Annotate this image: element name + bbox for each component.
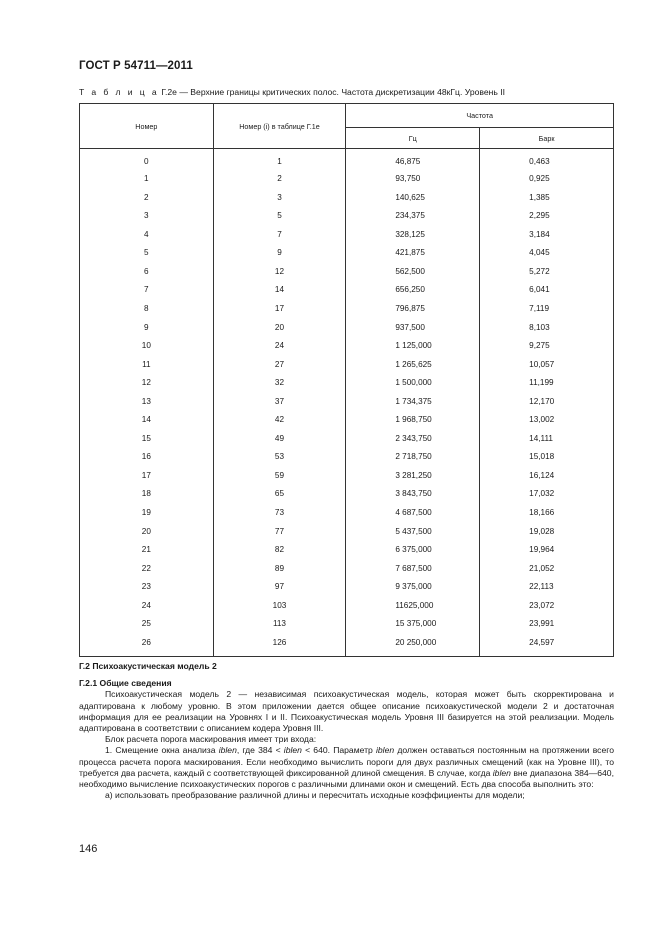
text-run: , где 384 < <box>236 745 284 756</box>
cell-bark: 10,057 <box>480 355 614 374</box>
cell-index-ref: 49 <box>213 430 346 449</box>
col-header-bark: Барк <box>480 128 614 149</box>
cell-index-ref: 27 <box>213 355 346 374</box>
cell-hz: 2 343,750 <box>346 430 480 449</box>
cell-index-ref: 126 <box>213 634 346 657</box>
cell-bark: 13,002 <box>480 411 614 430</box>
table-row <box>80 281 614 300</box>
table-body <box>80 149 614 657</box>
table-row <box>80 355 614 374</box>
cell-bark: 9,275 <box>480 337 614 356</box>
table-row <box>80 448 614 467</box>
cell-number: 0 <box>80 149 214 171</box>
variable-name: iblen <box>283 745 302 756</box>
cell-number: 8 <box>80 300 214 319</box>
cell-hz: 937,500 <box>346 318 480 337</box>
cell-number: 20 <box>80 522 214 541</box>
col-header-frequency: Частота <box>346 104 614 128</box>
cell-hz: 46,875 <box>346 149 480 171</box>
cell-index-ref: 53 <box>213 448 346 467</box>
cell-number: 3 <box>80 207 214 226</box>
cell-bark: 12,170 <box>480 393 614 412</box>
cell-number: 7 <box>80 281 214 300</box>
table-row <box>80 578 614 597</box>
cell-index-ref: 24 <box>213 337 346 356</box>
cell-bark: 14,111 <box>480 430 614 449</box>
cell-index-ref: 2 <box>213 170 346 189</box>
variable-name: iblen <box>375 745 395 756</box>
table-row <box>80 393 614 412</box>
cell-index-ref: 14 <box>213 281 346 300</box>
cell-hz: 1 500,000 <box>346 374 480 393</box>
cell-number: 6 <box>80 263 214 282</box>
cell-number: 11 <box>80 355 214 374</box>
cell-number: 18 <box>80 485 214 504</box>
text-run: < 640. Параметр <box>301 745 376 756</box>
cell-number: 21 <box>80 541 214 560</box>
table-row <box>80 634 614 657</box>
table-row <box>80 244 614 263</box>
cell-index-ref: 37 <box>213 393 346 412</box>
cell-hz: 2 718,750 <box>346 448 480 467</box>
cell-number: 5 <box>80 244 214 263</box>
table-row <box>80 485 614 504</box>
cell-bark: 23,072 <box>480 597 614 616</box>
cell-index-ref: 42 <box>213 411 346 430</box>
cell-bark: 15,018 <box>480 448 614 467</box>
cell-index-ref: 89 <box>213 559 346 578</box>
cell-index-ref: 32 <box>213 374 346 393</box>
cell-hz: 656,250 <box>346 281 480 300</box>
cell-bark: 2,295 <box>480 207 614 226</box>
table-row <box>80 226 614 245</box>
cell-bark: 17,032 <box>480 485 614 504</box>
cell-number: 13 <box>80 393 214 412</box>
cell-number: 26 <box>80 634 214 657</box>
cell-bark: 7,119 <box>480 300 614 319</box>
cell-bark: 11,199 <box>480 374 614 393</box>
cell-bark: 0,925 <box>480 170 614 189</box>
cell-bark: 21,052 <box>480 559 614 578</box>
cell-number: 24 <box>80 597 214 616</box>
cell-index-ref: 97 <box>213 578 346 597</box>
table-row <box>80 522 614 541</box>
critical-bands-table <box>79 103 614 657</box>
cell-hz: 234,375 <box>346 207 480 226</box>
cell-number: 16 <box>80 448 214 467</box>
table-row <box>80 207 614 226</box>
table-row <box>80 467 614 486</box>
section-body <box>79 661 614 801</box>
table-row <box>80 615 614 634</box>
cell-hz: 5 437,500 <box>346 522 480 541</box>
cell-index-ref: 7 <box>213 226 346 245</box>
cell-hz: 20 250,000 <box>346 634 480 657</box>
cell-bark: 1,385 <box>480 189 614 208</box>
variable-name: iblen <box>218 745 237 756</box>
table-row <box>80 263 614 282</box>
subsection-heading: Г.2.1 Общие сведения <box>79 678 172 689</box>
text-run: вне диапазона 384—640, необходимо вычисление психоакустических порогов с различными длинами окон и смещений. Есть два способа выполнить это: <box>79 767 614 790</box>
cell-bark: 3,184 <box>480 226 614 245</box>
table-caption-prefix: Т а б л и ц а <box>79 87 159 97</box>
table-row <box>80 559 614 578</box>
cell-bark: 24,597 <box>480 634 614 657</box>
cell-hz: 9 375,000 <box>346 578 480 597</box>
cell-hz: 1 125,000 <box>346 337 480 356</box>
cell-hz: 7 687,500 <box>346 559 480 578</box>
cell-index-ref: 3 <box>213 189 346 208</box>
cell-index-ref: 59 <box>213 467 346 486</box>
cell-number: 12 <box>80 374 214 393</box>
cell-hz: 3 843,750 <box>346 485 480 504</box>
paragraph: Психоакустическая модель 2 — независимая психоакустическая модель, которая может быть скорректирована и адаптирована к любому уровню. В этом приложении дается общее описание психоакустической модели 2 и достаточная информация для ее реализации на Уровнях I и II. Психоакустическая модель Уровня III базируется на этой реализации. Модель адаптирована в соответствии с описанием кодера Уровня III. <box>79 689 614 734</box>
cell-bark: 4,045 <box>480 244 614 263</box>
cell-hz: 4 687,500 <box>346 504 480 523</box>
cell-hz: 796,875 <box>346 300 480 319</box>
cell-index-ref: 73 <box>213 504 346 523</box>
cell-bark: 8,103 <box>480 318 614 337</box>
cell-hz: 11625,000 <box>346 597 480 616</box>
cell-hz: 1 734,375 <box>346 393 480 412</box>
cell-hz: 1 265,625 <box>346 355 480 374</box>
cell-index-ref: 103 <box>213 597 346 616</box>
cell-number: 1 <box>80 170 214 189</box>
table-row <box>80 300 614 319</box>
table-row <box>80 318 614 337</box>
text-run: должен оставаться постоянным на протяжении всего процесса расчета порога маскирования. Если необходимо вычислить пороги для двух различных смещений (как на Уровне III), то требуется два расчета, каждый с соответствующей фиксированной длиной смещения. В случае, когда <box>79 745 614 778</box>
cell-number: 19 <box>80 504 214 523</box>
document-header: ГОСТ Р 54711—2011 <box>79 60 193 72</box>
cell-hz: 1 968,750 <box>346 411 480 430</box>
cell-bark: 6,041 <box>480 281 614 300</box>
cell-index-ref: 82 <box>213 541 346 560</box>
cell-bark: 0,463 <box>480 149 614 171</box>
cell-hz: 15 375,000 <box>346 615 480 634</box>
cell-index-ref: 5 <box>213 207 346 226</box>
paragraph <box>79 745 614 790</box>
cell-index-ref: 1 <box>213 149 346 171</box>
paragraph: а) использовать преобразование различной длины и пересчитать исходные коэффициенты для модели; <box>105 790 525 801</box>
table-row <box>80 337 614 356</box>
page-number: 146 <box>79 843 98 855</box>
cell-number: 15 <box>80 430 214 449</box>
table-caption <box>79 87 505 97</box>
cell-hz: 562,500 <box>346 263 480 282</box>
cell-number: 17 <box>80 467 214 486</box>
col-header-hz: Гц <box>346 128 480 149</box>
cell-index-ref: 17 <box>213 300 346 319</box>
variable-name: iblen <box>492 767 511 778</box>
cell-hz: 140,625 <box>346 189 480 208</box>
cell-bark: 5,272 <box>480 263 614 282</box>
cell-number: 22 <box>80 559 214 578</box>
table-caption-text: Г.2е — Верхние границы критических полос. Частота дискретизации 48кГц. Уровень II <box>159 87 506 97</box>
cell-hz: 93,750 <box>346 170 480 189</box>
table-row <box>80 541 614 560</box>
cell-number: 14 <box>80 411 214 430</box>
section-heading: Г.2 Психоакустическая модель 2 <box>79 661 217 671</box>
table-row <box>80 189 614 208</box>
cell-hz: 421,875 <box>346 244 480 263</box>
cell-index-ref: 12 <box>213 263 346 282</box>
cell-hz: 3 281,250 <box>346 467 480 486</box>
table-row <box>80 374 614 393</box>
paragraph: Блок расчета порога маскирования имеет три входа: <box>105 734 317 745</box>
cell-index-ref: 113 <box>213 615 346 634</box>
cell-bark: 16,124 <box>480 467 614 486</box>
cell-bark: 18,166 <box>480 504 614 523</box>
cell-index-ref: 77 <box>213 522 346 541</box>
table-row <box>80 411 614 430</box>
col-header-index-ref: Номер (i) в таблице Г.1е <box>213 104 346 149</box>
table-row <box>80 149 614 171</box>
cell-number: 23 <box>80 578 214 597</box>
cell-bark: 23,991 <box>480 615 614 634</box>
cell-index-ref: 20 <box>213 318 346 337</box>
table-row <box>80 430 614 449</box>
table-row <box>80 597 614 616</box>
cell-number: 2 <box>80 189 214 208</box>
table-row <box>80 504 614 523</box>
cell-bark: 19,028 <box>480 522 614 541</box>
cell-index-ref: 65 <box>213 485 346 504</box>
cell-number: 10 <box>80 337 214 356</box>
cell-bark: 19,964 <box>480 541 614 560</box>
text-run: 1. Смещение окна анализа <box>105 745 219 756</box>
table-row <box>80 170 614 189</box>
cell-number: 25 <box>80 615 214 634</box>
cell-index-ref: 9 <box>213 244 346 263</box>
cell-hz: 328,125 <box>346 226 480 245</box>
cell-number: 4 <box>80 226 214 245</box>
cell-bark: 22,113 <box>480 578 614 597</box>
col-header-number: Номер <box>80 104 214 149</box>
cell-number: 9 <box>80 318 214 337</box>
cell-hz: 6 375,000 <box>346 541 480 560</box>
